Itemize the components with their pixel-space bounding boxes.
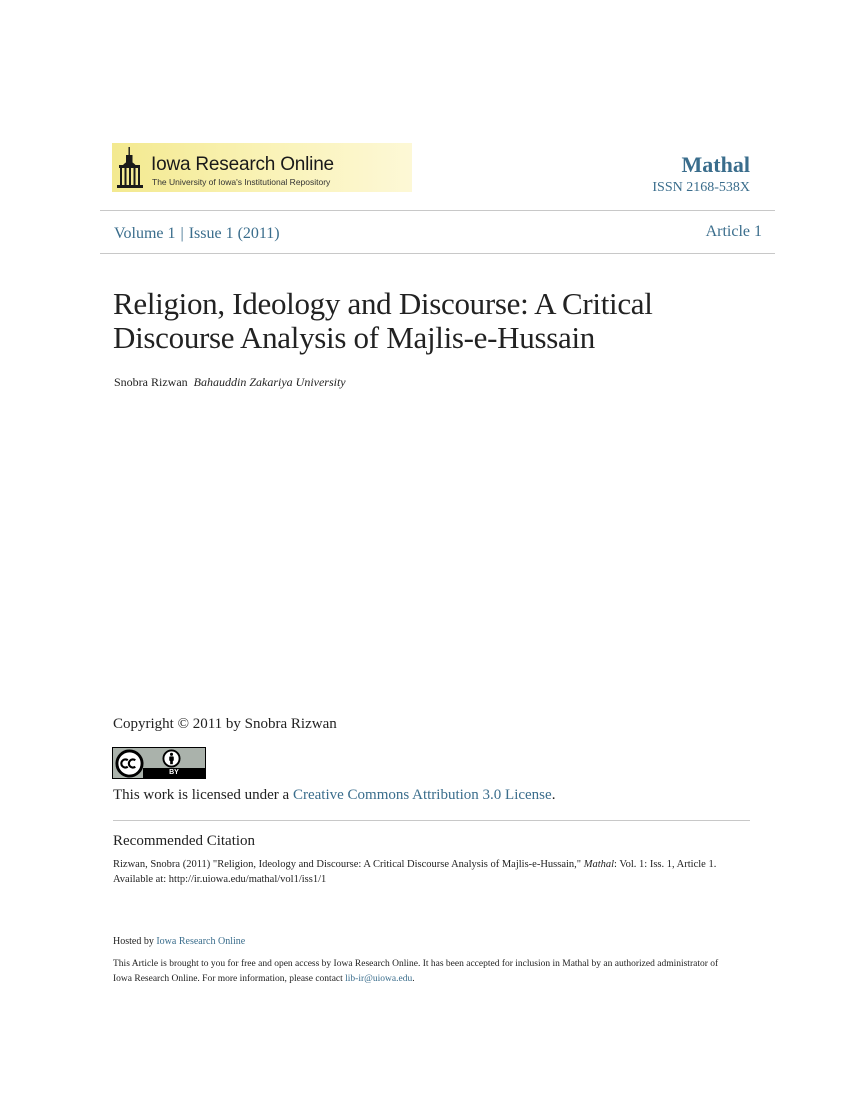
citation-available-at: Available at: http://ir.uiowa.edu/mathal/vol1/iss1/1 [113, 874, 327, 885]
copyright-notice: Copyright © 2011 by Snobra Rizwan [113, 716, 337, 732]
open-access-notice [113, 957, 733, 987]
header-divider [100, 210, 775, 211]
repository-banner-link[interactable] [112, 143, 412, 192]
author-line [114, 375, 346, 390]
attribution-person-icon [162, 749, 181, 768]
cc-by-label: BY [169, 769, 179, 776]
volume-link[interactable]: Volume 1 [114, 225, 176, 242]
creative-commons-badge-link[interactable] [112, 747, 206, 779]
author-name: Snobra Rizwan [114, 375, 188, 389]
issue-link[interactable]: Issue 1 (2011) [188, 225, 280, 242]
license-statement [113, 787, 555, 804]
open-access-end: . [412, 974, 415, 984]
hosted-by-line [113, 936, 245, 947]
repository-name: Iowa Research Online [151, 154, 334, 175]
creative-commons-icon [115, 749, 144, 778]
license-prefix: This work is licensed under a [113, 787, 293, 803]
author-affiliation: Bahauddin Zakariya University [193, 375, 346, 389]
journal-name-link[interactable]: Mathal [681, 152, 750, 177]
journal-issn: ISSN 2168-538X [652, 180, 750, 195]
nav-divider [100, 253, 775, 254]
article-title: Religion, Ideology and Discourse: A Critical Discourse Analysis of Majlis-e-Hussain [113, 286, 653, 355]
recommended-citation-heading: Recommended Citation [113, 833, 256, 849]
open-access-text: This Article is brought to you for free and open access by Iowa Research Online. It has been accepted for inclusion in Mathal by an authorized administrator of Iowa Research Online. For more information, please contact [113, 959, 719, 984]
citation-journal: Mathal [583, 859, 615, 870]
cc-license-link[interactable]: Creative Commons Attribution 3.0 License [292, 787, 552, 803]
citation-body: Rizwan, Snobra (2011) "Religion, Ideology and Discourse: A Critical Discourse Analysis of Majlis-e-Hussain," [113, 859, 584, 870]
citation-divider [113, 820, 750, 821]
license-suffix: . [551, 787, 556, 803]
breadcrumb-separator: | [180, 225, 184, 242]
hosted-prefix: Hosted by [113, 936, 157, 947]
hosted-by-link[interactable]: Iowa Research Online [156, 936, 246, 947]
issue-breadcrumb [114, 223, 280, 243]
citation-text [113, 857, 753, 887]
old-capitol-building-icon [117, 147, 143, 189]
repository-tagline: The University of Iowa's Institutional Repository [152, 177, 331, 187]
contact-email-link[interactable]: lib-ir@uiowa.edu [345, 974, 413, 984]
citation-volume-info: : Vol. 1: Iss. 1, Article 1. [614, 859, 717, 870]
article-number-link[interactable]: Article 1 [705, 223, 762, 240]
